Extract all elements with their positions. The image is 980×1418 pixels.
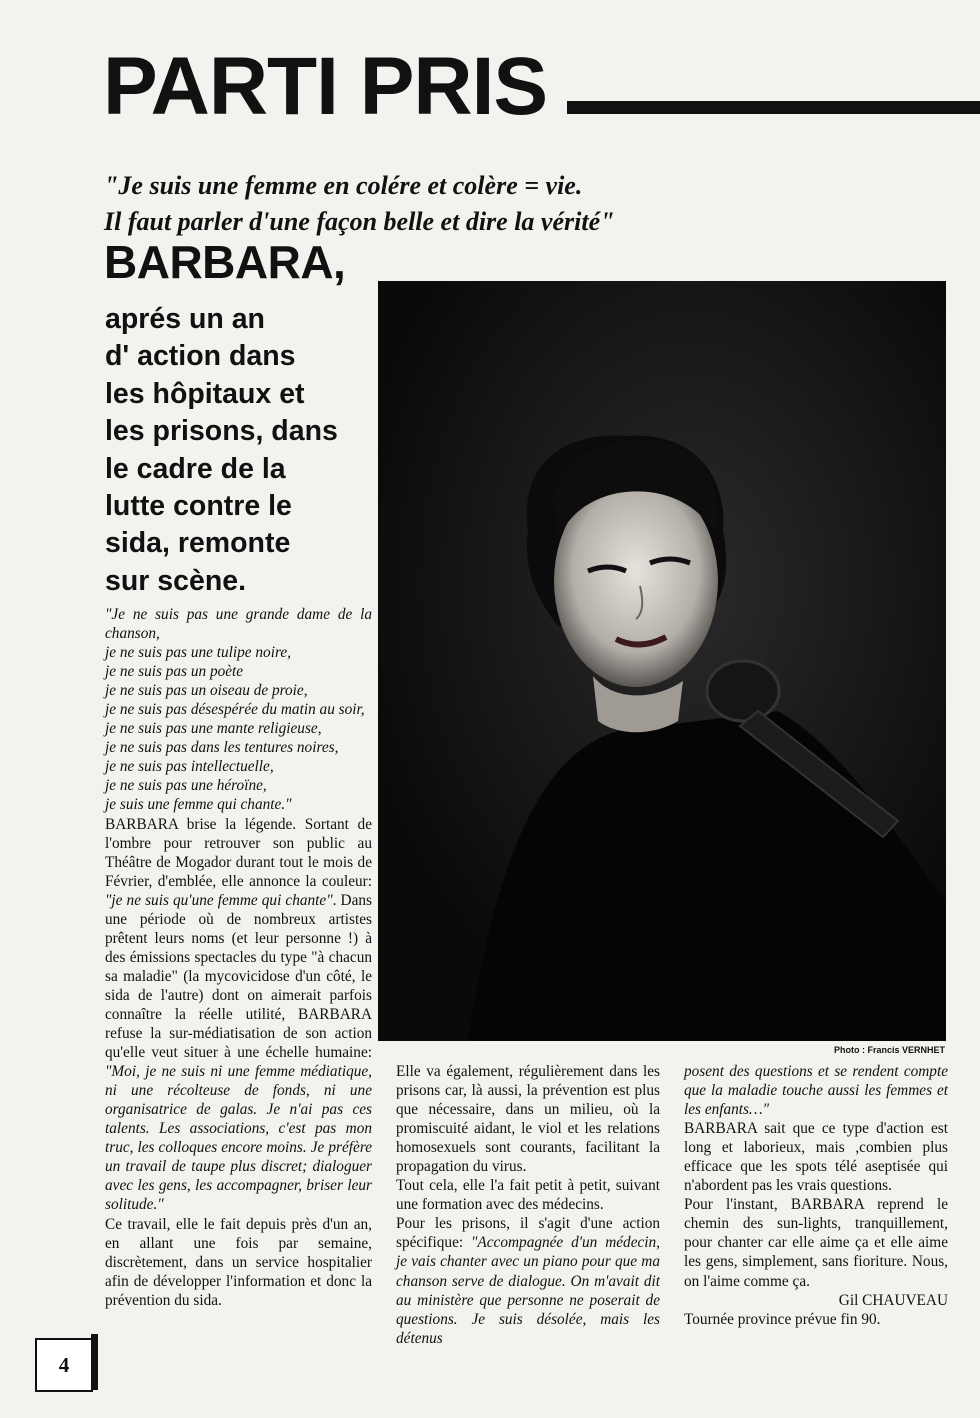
pull-quote: [104, 168, 615, 240]
poem-line: je suis une femme qui chante.": [105, 796, 292, 814]
subhead-line: les hôpitaux et: [105, 377, 305, 410]
article-column-1: [105, 605, 372, 1310]
subhead-line: d' action dans: [105, 340, 296, 373]
pull-quote-line-1: "Je suis une femme en colére et colère = vie.: [104, 171, 583, 200]
poem-line: je ne suis pas désespérée du matin au soir,: [105, 701, 365, 719]
body-paragraph: [396, 1214, 660, 1347]
poem-line: je ne suis pas une mante religieuse,: [105, 720, 322, 738]
poem-line: je ne suis pas un oiseau de proie,: [105, 682, 308, 700]
page-number: 4: [35, 1338, 93, 1392]
poem-line: je ne suis pas une héroïne,: [105, 777, 267, 795]
quoted-text: "je ne suis qu'une femme qui chante": [105, 891, 333, 909]
poem-line: je ne suis pas une tulipe noire,: [105, 644, 291, 662]
poem-line: je ne suis pas intellectuelle,: [105, 758, 274, 776]
article-column-2: [396, 1062, 660, 1348]
title-rule: [567, 101, 980, 114]
subhead-line: sida, remonte: [105, 527, 291, 560]
body-paragraph: BARBARA sait que ce type d'action est long et laborieux, mais ,combien plus efficace que les spots télé aseptisée qui n'abordent pas les vrais questions.: [684, 1120, 948, 1195]
pull-quote-line-2: Il faut parler d'une façon belle et dire la vérité": [104, 207, 615, 236]
subhead-line: sur scène.: [105, 564, 246, 597]
quoted-text: posent des questions et se rendent compte que la maladie touche aussi les femmes et les enfants…": [684, 1063, 948, 1119]
body-text: Pour les prisons, il s'agit d'une action spécifique:: [396, 1215, 660, 1252]
subhead-line: le cadre de la: [105, 452, 286, 485]
body-paragraph: Pour l'instant, BARBARA reprend le chemin des sun-lights, tranquillement, pour chanter car elle aime ça et elle aime les gens, simplement, sans fioriture. Nous, on l'aime comme ça.: [684, 1196, 948, 1290]
tour-note: Tournée province prévue fin 90.: [684, 1310, 881, 1328]
subheadline: [105, 301, 370, 600]
poem-line: "Je ne suis pas une grande dame de la chanson,: [105, 606, 372, 643]
body-paragraph: Tout cela, elle l'a fait petit à petit, suivant une formation avec des médecins.: [396, 1177, 660, 1214]
poem-line: je ne suis pas dans les tentures noires,: [105, 739, 339, 757]
quoted-text: "Moi, je ne suis ni une femme médiatique, ni une récolteuse de fonds, ni une organisatrice de galas. Je n'ai pas ces talents. Les associations, c'est pas mon truc, les colloques encore moins. Je préfère un travail de taupe plus discret; dialoguer avec les gens, les accompagner, briser leur solitude.": [105, 1063, 372, 1214]
author-byline: Gil CHAUVEAU: [838, 1291, 948, 1309]
body-text: . Dans une période où de nombreux artistes prêtent leurs noms (et leur personne !) à des émissions spectacles du type "à chacun sa maladie" (la mycovicidose d'un côté, le sida de l'autre) dont on aimerait parfois connaître la réelle utilité, BARBARA refuse la sur-médiatisation de son action qu'elle veut situer à une échelle humaine:: [105, 891, 372, 1062]
photo-credit: Photo : Francis VERNHET: [833, 1045, 945, 1055]
body-paragraph: [105, 815, 372, 1215]
page-title: PARTI PRIS: [103, 41, 548, 132]
body-paragraph: Elle va également, régulièrement dans les prisons car, là aussi, la prévention est plus que nécessaire, dans un milieu, où la promiscuité aidant, le viol et les relations homosexuels sont courants, facilitant la propagation du virus.: [396, 1063, 660, 1176]
subhead-line: lutte contre le: [105, 490, 292, 523]
body-paragraph: Ce travail, elle le fait depuis près d'un an, en allant une fois par semaine, discrètement, dans un service hospitalier afin de développer l'information et donc la prévention du sida.: [105, 1215, 372, 1309]
artist-name: BARBARA,: [104, 236, 346, 288]
body-text: BARBARA brise la légende. Sortant de l'ombre pour retrouver son public au Théâtre de Mogador durant tout le mois de Février, d'emblée, elle annonce la couleur:: [105, 815, 372, 890]
subhead-line: les prisons, dans: [105, 415, 338, 448]
article-column-3: [684, 1062, 948, 1329]
subhead-line: aprés un an: [105, 303, 265, 335]
poem-line: je ne suis pas un poète: [105, 663, 244, 681]
singer-photo-illustration: [378, 281, 946, 1041]
concert-photo: [378, 281, 946, 1041]
quoted-text: "Accompagnée d'un médecin, je vais chanter avec un piano pour que ma chanson serve de dialogue. On m'avait dit au ministère que personne ne poserait de questions. Je suis désolée, mais les détenus: [396, 1234, 660, 1347]
